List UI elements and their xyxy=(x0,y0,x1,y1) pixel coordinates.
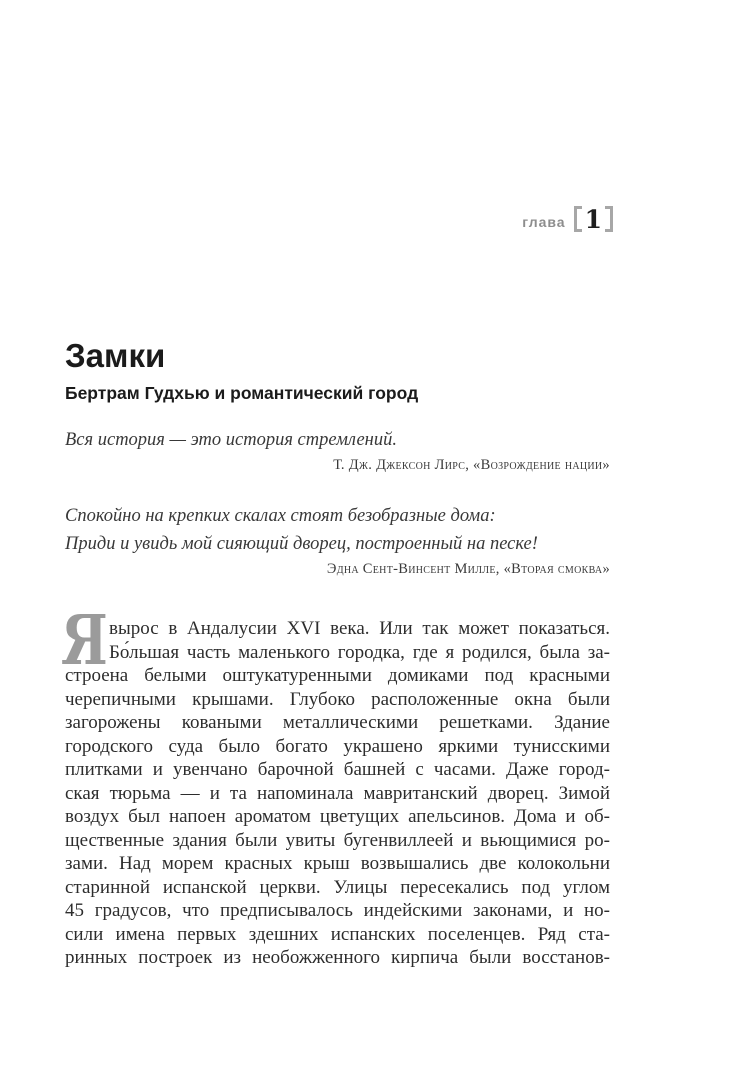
body-line: вырос в Андалусии XVI века. Или так может показаться. xyxy=(109,618,610,639)
chapter-subtitle: Бертрам Гудхью и романтический город xyxy=(65,383,419,403)
chapter-label: глава xyxy=(522,214,566,230)
epigraph-1-line: Вся история — это история стремлений. xyxy=(65,430,397,450)
body-line: плитками и увенчано барочной башней с часами. Даже город- xyxy=(65,759,610,780)
body-line: строена белыми оштукатуренными домиками под красными xyxy=(65,665,610,686)
epigraph-2 xyxy=(65,502,610,578)
body-line: городского суда было богато украшено яркими тунисскими xyxy=(65,735,610,757)
epigraph-2-line-1: Спокойно на крепких скалах стоят безобразные дома: xyxy=(65,506,496,526)
body-line: воздух был напоен ароматом цветущих апельсинов. Дома и об- xyxy=(65,806,610,827)
body-line: ская тюрьма — и та напоминала мавританский дворец. Зимой xyxy=(65,782,610,804)
dropcap-letter xyxy=(61,601,108,681)
dropcap-glyph: Я xyxy=(61,601,108,681)
left-bracket-icon xyxy=(574,206,582,232)
body-line: сили имена первых здешних испанских поселенцев. Ряд ста- xyxy=(65,923,610,945)
chapter-title: Замки xyxy=(65,337,166,374)
body-line: черепичными крышами. Глубоко расположенные окна были xyxy=(65,688,610,710)
body-line: старинной испанской церкви. Улицы пересекались под углом xyxy=(65,876,610,898)
epigraph-2-line-2: Приди и увидь мой сияющий дворец, построенный на песке! xyxy=(65,534,538,554)
body-line: загорожены коваными металлическими решетками. Здание xyxy=(65,712,610,733)
epigraph-1-attribution: Т. Дж. Джексон Лирс, «Возрождение нации» xyxy=(333,457,610,473)
body-line: Бо́льшая часть маленького городка, где я родился, была за- xyxy=(109,641,610,663)
right-bracket-icon xyxy=(605,206,613,232)
body-paragraph xyxy=(61,601,610,970)
body-line: ринных построек из необожженного кирпича были восстанов- xyxy=(65,947,610,968)
body-line: 45 градусов, что предписывалось индейскими законами, и но- xyxy=(65,900,610,921)
body-line: щественные здания были увиты бугенвиллеей и вьющимися ро- xyxy=(65,829,610,851)
epigraph-2-attribution: Эдна Сент-Винсент Милле, «Вторая смоква» xyxy=(326,561,610,577)
chapter-number: 1 xyxy=(584,204,602,234)
body-line: зами. Над морем красных крыш возвышались две колокольни xyxy=(65,853,610,874)
epigraph-1 xyxy=(65,428,610,474)
chapter-marker xyxy=(522,206,613,232)
